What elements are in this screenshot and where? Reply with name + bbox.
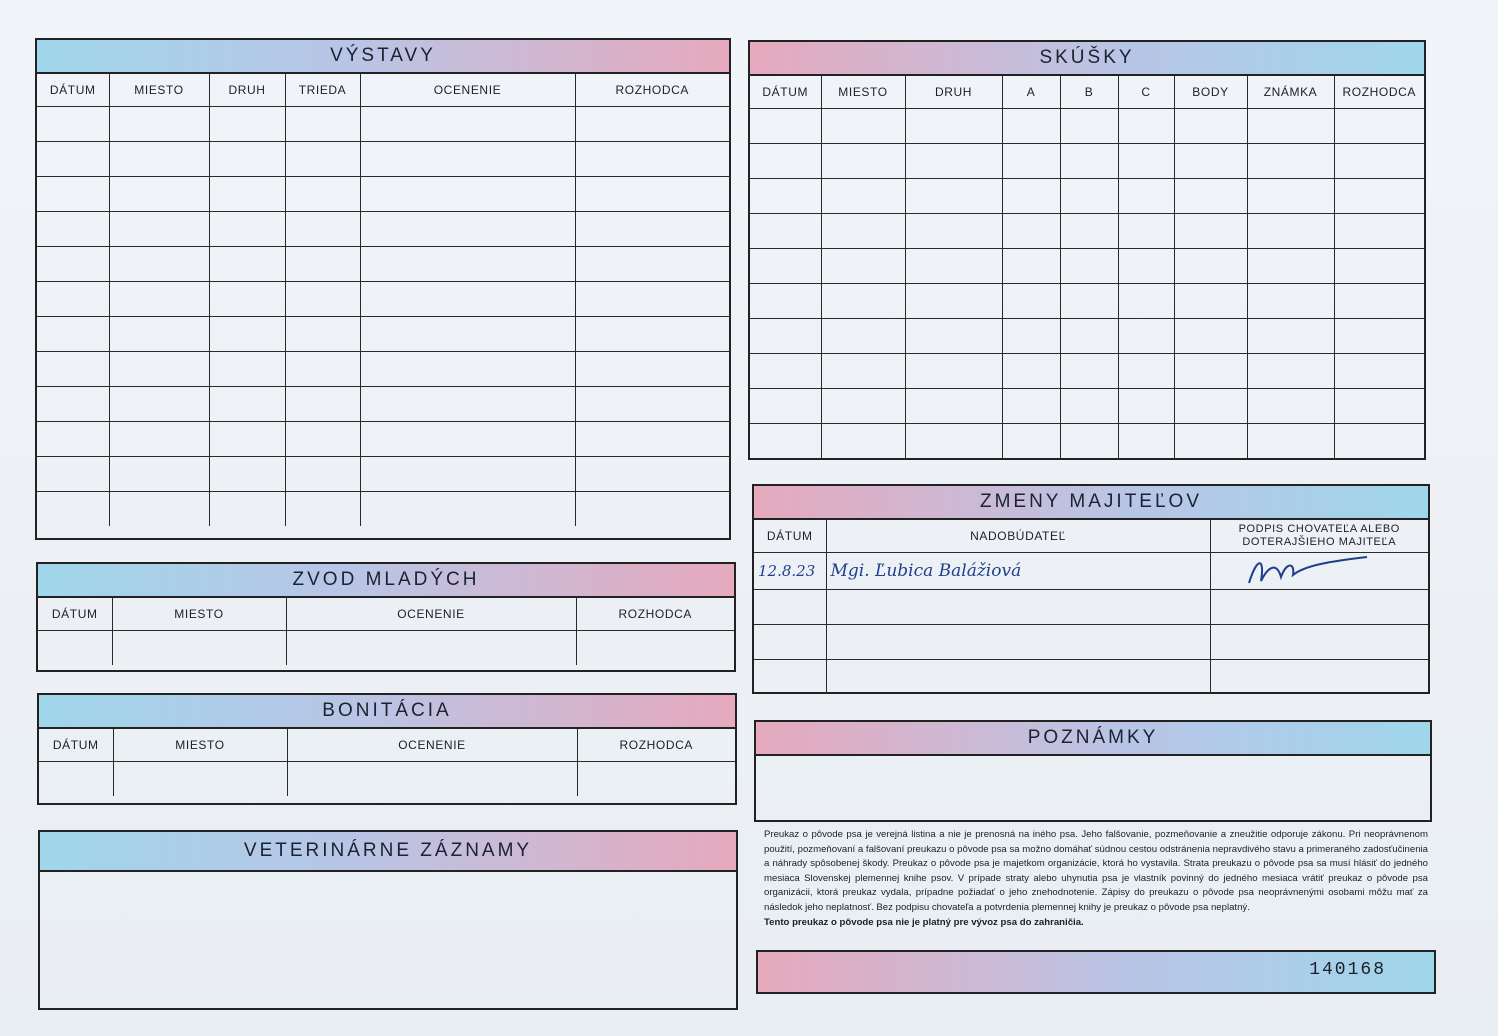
table-cell (750, 144, 821, 179)
table-cell (575, 492, 729, 527)
table-cell (821, 249, 905, 284)
table-cell (37, 457, 109, 492)
col-druh: DRUH (209, 74, 285, 107)
table-cell (109, 212, 209, 247)
table-cell (1247, 354, 1334, 389)
table-cell (821, 179, 905, 214)
table-cell (109, 387, 209, 422)
poznamky-area (756, 756, 1430, 820)
skusky-body (750, 109, 1424, 459)
poznamky-section (754, 720, 1432, 822)
legal-notice-text: Preukaz o pôvode psa je verejná listina a nie je prenosná na iného psa. Jeho falšovanie, pozmeňovanie a zneužitie odporuje zákonu. Pri neoprávnenom použití, pozmeňovaní a falšovaní preukazu o pôvode psa sa možno domáhať súdnou cestou odstránenia nepravdivého stavu a primeraného zadosťučinenia a náhrady spôsobenej škody. Preukaz o pôvode psa je majetkom organizácie, ktorá ho vystavila. Strata preukazu o pôvode psa sa musí hlásiť do jedného mesiaca Slovenskej plemennej knihe psov. V prípade straty alebo uhynutia psa je vlastník povinný do jedného mesiaca vrátiť preukaz o pôvode psa organizácii, ktorá preukaz vydala, prípadne požiadať o jeho znehodnotenie. Zápisy do preukazu o pôvode psa neoprávnenými osobami môžu mať za následok jeho neplatnosť. Bez podpisu chovateľa a potvrdenia plemennej knihy je preukaz o pôvode psa neplatný. (764, 829, 1428, 913)
table-cell (1174, 109, 1247, 144)
col-nadobudatel: NADOBÚDATEĽ (826, 520, 1210, 553)
table-cell (1247, 144, 1334, 179)
col-ocenenie: OCENENIE (286, 598, 576, 631)
table-cell (1334, 424, 1424, 459)
table-cell (360, 107, 575, 142)
table-row (37, 387, 729, 422)
table-cell (360, 177, 575, 212)
table-cell (750, 179, 821, 214)
table-cell (1118, 144, 1174, 179)
table-cell (285, 177, 360, 212)
table-cell (209, 387, 285, 422)
table-cell (750, 424, 821, 459)
table-cell (1060, 354, 1118, 389)
table-cell (209, 212, 285, 247)
col-druh: DRUH (905, 76, 1002, 109)
table-cell (575, 317, 729, 352)
table-row (37, 492, 729, 527)
zmeny-row (754, 660, 1428, 695)
table-cell (1060, 144, 1118, 179)
table-cell (1060, 179, 1118, 214)
table-cell (905, 179, 1002, 214)
table-cell (1334, 389, 1424, 424)
table-cell (1118, 109, 1174, 144)
table-cell (821, 389, 905, 424)
zmeny-row (754, 625, 1428, 660)
table-cell (821, 214, 905, 249)
table-row (750, 214, 1424, 249)
table-row (750, 319, 1424, 354)
table-cell (1002, 424, 1060, 459)
table-cell (1002, 389, 1060, 424)
table-cell (209, 247, 285, 282)
table-row (37, 142, 729, 177)
table-row (37, 107, 729, 142)
table-cell (109, 107, 209, 142)
table-cell (1247, 424, 1334, 459)
zvod-header-row (38, 598, 734, 631)
table-cell (750, 109, 821, 144)
table-cell (360, 387, 575, 422)
table-cell (1174, 214, 1247, 249)
table-cell (750, 354, 821, 389)
table-cell (285, 387, 360, 422)
table-cell (821, 424, 905, 459)
table-row (37, 422, 729, 457)
table-row (750, 354, 1424, 389)
table-cell (360, 317, 575, 352)
table-cell (1060, 249, 1118, 284)
owner-change-date: 12.8.23 (754, 553, 826, 590)
table-cell (1060, 389, 1118, 424)
table-cell (209, 282, 285, 317)
table-cell (750, 284, 821, 319)
table-cell (575, 212, 729, 247)
zvod-table (38, 598, 734, 665)
table-cell (37, 142, 109, 177)
table-cell (37, 107, 109, 142)
bonitacia-header-row (39, 729, 735, 762)
table-cell (209, 177, 285, 212)
table-cell (575, 422, 729, 457)
table-cell (1174, 389, 1247, 424)
table-cell (1174, 319, 1247, 354)
bonitacia-section (37, 693, 737, 805)
signature-scribble-icon (1243, 553, 1383, 589)
table-row (37, 457, 729, 492)
col-ocenenie: OCENENIE (360, 74, 575, 107)
table-cell (1118, 249, 1174, 284)
table-cell (39, 762, 113, 797)
table-cell (905, 319, 1002, 354)
table-cell (821, 319, 905, 354)
col-ocenenie: OCENENIE (287, 729, 577, 762)
table-cell (360, 457, 575, 492)
table-cell (38, 631, 112, 666)
col-trieda: TRIEDA (285, 74, 360, 107)
table-cell (360, 492, 575, 527)
skusky-table (750, 76, 1424, 458)
poznamky-title: POZNÁMKY (756, 722, 1430, 756)
serial-number: 140168 (1309, 960, 1386, 980)
col-datum: DÁTUM (754, 520, 826, 553)
table-cell (905, 144, 1002, 179)
table-cell (1118, 354, 1174, 389)
col-datum: DÁTUM (39, 729, 113, 762)
serial-bar (756, 950, 1436, 994)
table-cell (1174, 354, 1247, 389)
skusky-header-row (750, 76, 1424, 109)
table-cell (1060, 214, 1118, 249)
table-cell (1334, 319, 1424, 354)
table-cell (1247, 179, 1334, 214)
table-cell (1334, 179, 1424, 214)
table-cell (360, 352, 575, 387)
table-cell (37, 212, 109, 247)
table-cell (109, 247, 209, 282)
table-cell (1334, 214, 1424, 249)
bonitacia-table (39, 729, 735, 796)
table-cell (1118, 319, 1174, 354)
table-cell (1174, 284, 1247, 319)
table-cell (37, 352, 109, 387)
col-znamka: ZNÁMKA (1247, 76, 1334, 109)
table-row (37, 247, 729, 282)
table-cell (821, 354, 905, 389)
table-cell (575, 247, 729, 282)
table-row (750, 109, 1424, 144)
table-cell (750, 214, 821, 249)
legal-notice-bold: Tento preukaz o pôvode psa nie je platný pre vývoz psa do zahraničia. (764, 916, 1084, 928)
owner-change-name: Mgi. Ľubica Balážiová (826, 553, 1210, 590)
veterinarne-title: VETERINÁRNE ZÁZNAMY (40, 832, 736, 872)
table-cell (905, 424, 1002, 459)
table-cell (1060, 284, 1118, 319)
table-cell (821, 109, 905, 144)
table-cell (285, 212, 360, 247)
table-cell (37, 282, 109, 317)
vystavy-section (35, 38, 731, 540)
table-cell (575, 457, 729, 492)
table-cell (109, 422, 209, 457)
table-cell (905, 249, 1002, 284)
table-cell (285, 492, 360, 527)
table-row (750, 249, 1424, 284)
table-cell (1002, 109, 1060, 144)
table-cell (113, 762, 287, 797)
table-cell (576, 631, 734, 666)
col-datum: DÁTUM (38, 598, 112, 631)
col-rozhodca: ROZHODCA (1334, 76, 1424, 109)
table-cell (109, 352, 209, 387)
table-row (37, 212, 729, 247)
table-cell (37, 247, 109, 282)
table-cell (109, 317, 209, 352)
table-cell (750, 389, 821, 424)
table-cell (285, 352, 360, 387)
table-cell (285, 422, 360, 457)
table-cell (286, 631, 576, 666)
zmeny-header-row (754, 520, 1428, 553)
table-cell (1118, 214, 1174, 249)
table-cell (285, 457, 360, 492)
table-cell (287, 762, 577, 797)
zvod-title: ZVOD MLADÝCH (38, 564, 734, 598)
col-a: A (1002, 76, 1060, 109)
zvod-section (36, 562, 736, 672)
legal-notice (764, 828, 1428, 930)
table-row (37, 282, 729, 317)
table-cell (821, 144, 905, 179)
table-cell (1247, 214, 1334, 249)
table-cell (1247, 109, 1334, 144)
veterinarne-area (40, 872, 736, 1008)
table-cell (905, 389, 1002, 424)
table-cell (285, 247, 360, 282)
table-row (750, 144, 1424, 179)
table-cell (360, 247, 575, 282)
table-row (38, 631, 734, 666)
table-cell (577, 762, 735, 797)
table-cell (1002, 144, 1060, 179)
vystavy-body (37, 107, 729, 527)
table-row (750, 389, 1424, 424)
table-cell (37, 492, 109, 527)
table-cell (360, 142, 575, 177)
skusky-section (748, 40, 1426, 460)
table-row (37, 177, 729, 212)
table-cell (1334, 284, 1424, 319)
table-cell (575, 107, 729, 142)
table-cell (750, 249, 821, 284)
col-datum: DÁTUM (750, 76, 821, 109)
table-cell (1174, 249, 1247, 284)
table-cell (575, 282, 729, 317)
table-row (37, 317, 729, 352)
table-cell (1060, 319, 1118, 354)
table-cell (1247, 249, 1334, 284)
table-cell (209, 107, 285, 142)
col-podpis: PODPIS CHOVATEĽA ALEBO DOTERAJŠIEHO MAJITEĽA (1210, 520, 1428, 553)
table-cell (360, 422, 575, 457)
table-cell (905, 284, 1002, 319)
table-cell (1334, 144, 1424, 179)
table-cell (1247, 389, 1334, 424)
bonitacia-body (39, 762, 735, 797)
table-cell (360, 212, 575, 247)
col-miesto: MIESTO (821, 76, 905, 109)
table-cell (1334, 354, 1424, 389)
table-cell (1002, 214, 1060, 249)
table-cell (112, 631, 286, 666)
table-cell (821, 284, 905, 319)
table-cell (285, 282, 360, 317)
table-cell (109, 282, 209, 317)
table-row (750, 424, 1424, 459)
table-cell (1002, 284, 1060, 319)
table-cell (1060, 424, 1118, 459)
vystavy-title: VÝSTAVY (37, 40, 729, 74)
table-cell (1002, 179, 1060, 214)
table-cell (209, 317, 285, 352)
table-cell (37, 422, 109, 457)
table-cell (209, 142, 285, 177)
table-cell (285, 317, 360, 352)
table-cell (37, 177, 109, 212)
col-c: C (1118, 76, 1174, 109)
col-miesto: MIESTO (112, 598, 286, 631)
table-cell (1118, 284, 1174, 319)
zmeny-row (754, 553, 1428, 590)
table-cell (285, 107, 360, 142)
table-cell (109, 492, 209, 527)
table-cell (905, 214, 1002, 249)
col-rozhodca: ROZHODCA (575, 74, 729, 107)
zvod-body (38, 631, 734, 666)
table-cell (360, 282, 575, 317)
zmeny-table (754, 520, 1428, 694)
table-cell (209, 352, 285, 387)
col-b: B (1060, 76, 1118, 109)
table-cell (1002, 354, 1060, 389)
table-cell (905, 354, 1002, 389)
table-cell (1174, 144, 1247, 179)
col-miesto: MIESTO (113, 729, 287, 762)
table-cell (209, 457, 285, 492)
col-rozhodca: ROZHODCA (577, 729, 735, 762)
table-cell (575, 387, 729, 422)
table-cell (1247, 319, 1334, 354)
table-cell (1174, 424, 1247, 459)
col-miesto: MIESTO (109, 74, 209, 107)
veterinarne-section (38, 830, 738, 1010)
table-cell (209, 422, 285, 457)
table-cell (575, 142, 729, 177)
table-cell (1118, 179, 1174, 214)
table-cell (575, 352, 729, 387)
table-cell (1002, 319, 1060, 354)
skusky-title: SKÚŠKY (750, 42, 1424, 76)
table-cell (109, 457, 209, 492)
table-row (37, 352, 729, 387)
table-row (39, 762, 735, 797)
table-cell (1118, 389, 1174, 424)
table-cell (1002, 249, 1060, 284)
table-cell (1060, 109, 1118, 144)
table-cell (37, 387, 109, 422)
table-cell (1334, 249, 1424, 284)
table-cell (1118, 424, 1174, 459)
table-cell (1247, 284, 1334, 319)
table-cell (37, 317, 109, 352)
table-cell (1334, 109, 1424, 144)
col-rozhodca: ROZHODCA (576, 598, 734, 631)
table-cell (1174, 179, 1247, 214)
table-cell (750, 319, 821, 354)
vystavy-table (37, 74, 729, 526)
table-cell (905, 109, 1002, 144)
table-cell (285, 142, 360, 177)
col-body: BODY (1174, 76, 1247, 109)
table-cell (109, 142, 209, 177)
bonitacia-title: BONITÁCIA (39, 695, 735, 729)
table-row (750, 179, 1424, 214)
vystavy-header-row (37, 74, 729, 107)
owner-change-signature (1210, 553, 1428, 590)
table-cell (109, 177, 209, 212)
table-cell (575, 177, 729, 212)
zmeny-title: ZMENY MAJITEĽOV (754, 486, 1428, 520)
table-cell (209, 492, 285, 527)
zmeny-section (752, 484, 1430, 694)
zmeny-row (754, 590, 1428, 625)
col-datum: DÁTUM (37, 74, 109, 107)
table-row (750, 284, 1424, 319)
